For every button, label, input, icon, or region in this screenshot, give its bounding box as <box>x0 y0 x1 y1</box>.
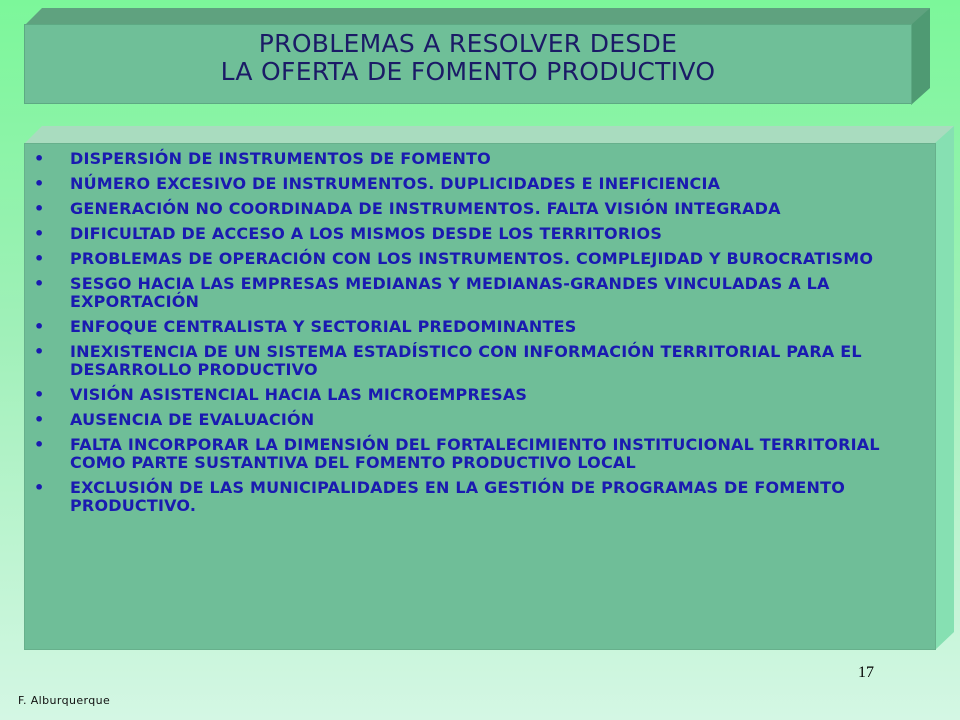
list-item: • PROBLEMAS DE OPERACIÓN CON LOS INSTRUMENTOS. COMPLEJIDAD Y BUROCRATISMO <box>34 250 924 268</box>
list-item: • AUSENCIA DE EVALUACIÓN <box>34 411 924 429</box>
list-item: • FALTA INCORPORAR LA DIMENSIÓN DEL FORTALECIMIENTO INSTITUCIONAL TERRITORIAL COMO PARTE SUSTANTIVA DEL FOMENTO PRODUCTIVO LOCAL <box>34 436 924 472</box>
page-number: 17 <box>858 664 874 681</box>
list-item: • GENERACIÓN NO COORDINADA DE INSTRUMENTOS. FALTA VISIÓN INTEGRADA <box>34 200 924 218</box>
title-box-side-face <box>911 8 930 105</box>
title-line-1: PROBLEMAS A RESOLVER DESDE <box>258 29 678 58</box>
page-title <box>24 30 912 86</box>
content-box-top-face <box>24 126 954 144</box>
list-item: • NÚMERO EXCESIVO DE INSTRUMENTOS. DUPLICIDADES E INEFICIENCIA <box>34 175 924 193</box>
list-item: • DIFICULTAD DE ACCESO A LOS MISMOS DESDE LOS TERRITORIOS <box>34 225 924 243</box>
list-item: • INEXISTENCIA DE UN SISTEMA ESTADÍSTICO CON INFORMACIÓN TERRITORIAL PARA EL DESARROLLO PRODUCTIVO <box>34 343 924 379</box>
list-item: • DISPERSIÓN DE INSTRUMENTOS DE FOMENTO <box>34 150 924 168</box>
problem-list <box>34 150 924 522</box>
author-credit: F. Alburquerque <box>18 694 111 707</box>
list-item: • ENFOQUE CENTRALISTA Y SECTORIAL PREDOMINANTES <box>34 318 924 336</box>
list-item: • VISIÓN ASISTENCIAL HACIA LAS MICROEMPRESAS <box>34 386 924 404</box>
list-item: • SESGO HACIA LAS EMPRESAS MEDIANAS Y MEDIANAS-GRANDES VINCULADAS A LA EXPORTACIÓN <box>34 275 924 311</box>
list-item: • EXCLUSIÓN DE LAS MUNICIPALIDADES EN LA GESTIÓN DE PROGRAMAS DE FOMENTO PRODUCTIVO. <box>34 479 924 515</box>
title-line-2: LA OFERTA DE FOMENTO PRODUCTIVO <box>220 57 716 86</box>
content-box-side-face <box>935 126 954 650</box>
